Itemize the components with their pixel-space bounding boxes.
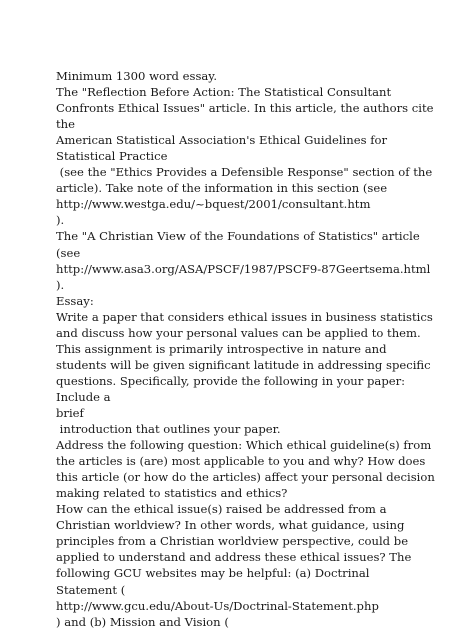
text-line: applied to understand and address these ethical issues? The xyxy=(56,550,412,565)
document-body xyxy=(56,68,448,630)
text-line: article). Take note of the information in this section (see xyxy=(56,181,388,196)
url-line: http://www.gcu.edu/About-Us/Doctrinal-Statement.php xyxy=(56,598,379,613)
text-line: the articles is (are) most applicable to you and why? How does xyxy=(56,454,426,469)
text-line: Address the following question: Which ethical guideline(s) from xyxy=(56,438,432,453)
text-line: students will be given significant latitude in addressing specific xyxy=(56,357,431,372)
text-line: brief xyxy=(56,405,84,420)
text-line: ). xyxy=(56,277,65,292)
text-line: principles from a Christian worldview perspective, could be xyxy=(56,534,409,549)
text-line: The "Reflection Before Action: The Statistical Consultant xyxy=(56,85,392,100)
text-line: This assignment is primarily introspective in nature and xyxy=(56,341,387,356)
text-line: questions. Specifically, provide the following in your paper: xyxy=(56,373,406,388)
text-line: ) and (b) Mission and Vision ( xyxy=(56,614,229,629)
text-line: ). xyxy=(56,213,65,228)
text-line: Christian worldview? In other words, what guidance, using xyxy=(56,518,405,533)
text-line: Statistical Practice xyxy=(56,149,168,164)
text-line: Include a xyxy=(56,389,111,404)
url-line: http://www.westga.edu/~bquest/2001/consultant.htm xyxy=(56,197,371,212)
text-line: the xyxy=(56,117,75,132)
text-line: making related to statistics and ethics? xyxy=(56,486,288,501)
url-line: http://www.asa3.org/ASA/PSCF/1987/PSCF9-87Geertsema.html xyxy=(56,261,431,276)
section-heading: Essay: xyxy=(56,293,94,308)
text-line: following GCU websites may be helpful: (a) Doctrinal xyxy=(56,566,370,581)
text-line: and discuss how your personal values can be applied to them. xyxy=(56,325,421,340)
text-line: American Statistical Association's Ethical Guidelines for xyxy=(56,133,388,148)
text-line: (see xyxy=(56,245,81,260)
text-line: this article (or how do the articles) affect your personal decision xyxy=(56,470,435,485)
text-line: The "A Christian View of the Foundations of Statistics" article xyxy=(56,229,420,244)
text-line: Statement ( xyxy=(56,582,126,597)
text-line: Write a paper that considers ethical issues in business statistics xyxy=(56,309,433,324)
text-line: Confronts Ethical Issues" article. In this article, the authors cite xyxy=(56,101,434,116)
text-line: introduction that outlines your paper. xyxy=(56,422,281,437)
text-line: Minimum 1300 word essay. xyxy=(56,69,218,83)
text-line: How can the ethical issue(s) raised be addressed from a xyxy=(56,502,387,517)
text-line: (see the "Ethics Provides a Defensible Response" section of the xyxy=(56,165,433,180)
